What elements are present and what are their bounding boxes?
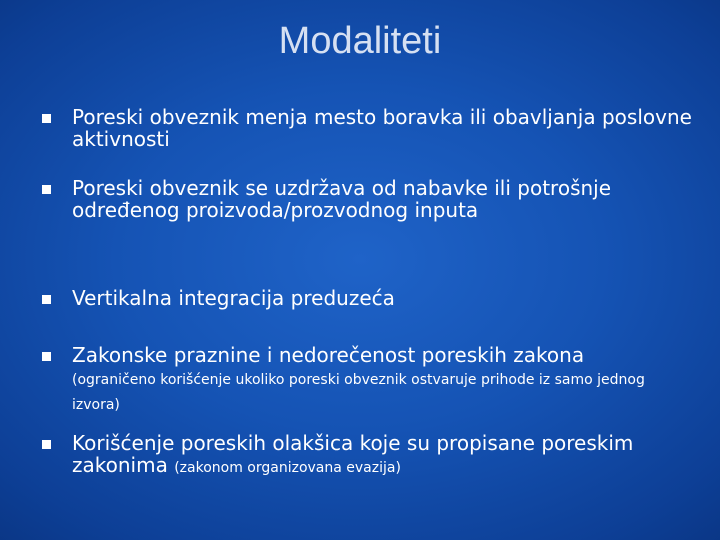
bullet-text: [72, 177, 632, 221]
bullet-main-text: Korišćenje poreskih olakšica koje su propisane poreskim zakonima: [72, 431, 634, 477]
square-bullet-icon: [42, 295, 51, 304]
bullet-text: [72, 432, 672, 479]
bullet-text: [72, 287, 702, 309]
bullet-main-text: Zakonske praznine i nedorečenost poreskih zakona: [72, 343, 585, 367]
bullet-note-text: (zakonom organizovana evazija): [174, 460, 401, 476]
bullet-main-text: Poreski obveznik menja mesto boravka ili obavljanja poslovne aktivnosti: [72, 105, 692, 151]
bullet-text: [72, 106, 702, 150]
bullet-main-text: Vertikalna integracija preduzeća: [72, 286, 395, 310]
square-bullet-icon: [42, 440, 51, 449]
bullet-note-text: (ograničeno korišćenje ukoliko poreski obveznik ostvaruje prihode iz samo jednog izvora): [72, 372, 645, 413]
slide-title: Modaliteti: [278, 20, 442, 62]
bullet-text: [72, 344, 672, 416]
bullet-main-text: Poreski obveznik se uzdržava od nabavke ili potrošnje određenog proizvoda/prozvodnog inputa: [72, 176, 612, 222]
square-bullet-icon: [42, 114, 51, 123]
square-bullet-icon: [42, 352, 51, 361]
square-bullet-icon: [42, 185, 51, 194]
